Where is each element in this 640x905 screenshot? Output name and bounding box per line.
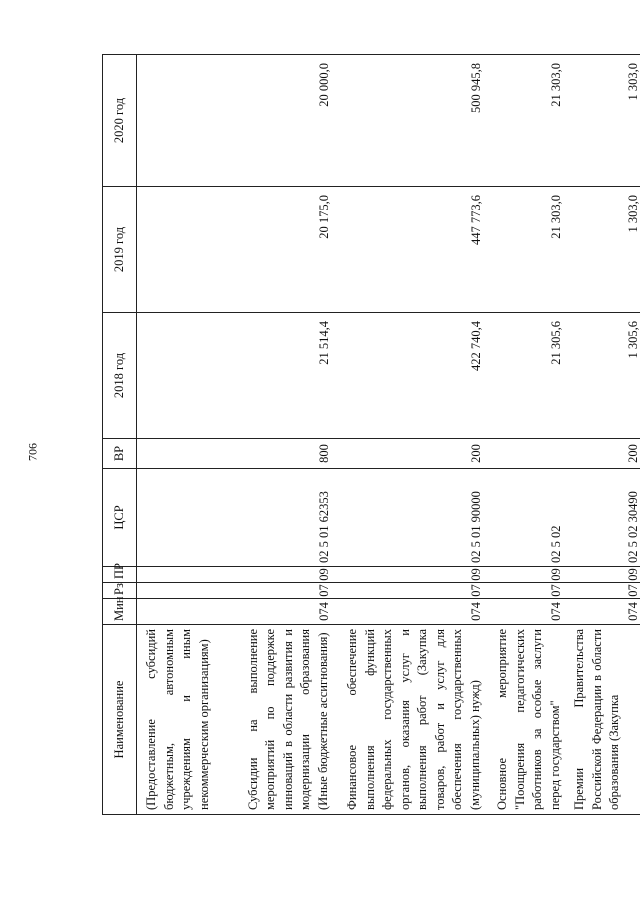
row-2019: 447 773,6 [336, 187, 488, 313]
header-name: Наименование [103, 625, 137, 815]
row-csr: 02 5 02 30490 [568, 469, 640, 567]
row-min: 074 [336, 599, 488, 625]
row-2020: 500 945,8 [336, 55, 488, 187]
budget-table-container [102, 55, 640, 815]
table-row [568, 55, 640, 815]
header-pr: ПР [103, 567, 137, 583]
page-number-text: 706 [25, 443, 40, 461]
row-csr [137, 469, 218, 567]
row-pr: 09 [488, 567, 568, 583]
row-name: (Предоставление субсидий бюджетным, автономным учреждениям и иным некоммерческим организациям) [137, 625, 218, 815]
row-2019: 21 303,0 [488, 187, 568, 313]
row-2019 [137, 187, 218, 313]
row-vr [488, 439, 568, 469]
table-header-row [103, 55, 137, 815]
row-vr: 800 [217, 439, 336, 469]
row-csr: 02 5 02 [488, 469, 568, 567]
table-row [137, 55, 218, 815]
row-pr: 09 [568, 567, 640, 583]
header-vr: ВР [103, 439, 137, 469]
row-name: Финансовое обеспечение выполнения функций федеральных государственных органов, оказания услуг и выполнения работ (Закупка товаров, работ и услуг для обеспечения государственных (муниципальных) нужд) [336, 625, 488, 815]
row-pr [137, 567, 218, 583]
header-2019: 2019 год [103, 187, 137, 313]
row-2020: 20 000,0 [217, 55, 336, 187]
row-2018 [137, 313, 218, 439]
row-csr: 02 5 01 90000 [336, 469, 488, 567]
row-vr: 200 [336, 439, 488, 469]
row-2020: 21 303,0 [488, 55, 568, 187]
table-row [336, 55, 488, 815]
row-pr: 09 [336, 567, 488, 583]
row-rz: 07 [488, 583, 568, 599]
row-2018: 21 305,6 [488, 313, 568, 439]
row-2020: 1 303,0 [568, 55, 640, 187]
header-2020: 2020 год [103, 55, 137, 187]
budget-table-rotated [102, 55, 640, 815]
row-pr: 09 [217, 567, 336, 583]
row-2018: 21 514,4 [217, 313, 336, 439]
row-rz: 07 [336, 583, 488, 599]
table-row [488, 55, 568, 815]
header-rz: Рз [103, 583, 137, 599]
row-rz [137, 583, 218, 599]
row-csr: 02 5 01 62353 [217, 469, 336, 567]
row-min: 074 [217, 599, 336, 625]
header-min: Мин [103, 599, 137, 625]
row-name: Субсидии на выполнение мероприятий по поддержке инноваций в области развития и модернизации образования (Иные бюджетные ассигнования) [217, 625, 336, 815]
row-rz: 07 [568, 583, 640, 599]
table-row [217, 55, 336, 815]
row-vr: 200 [568, 439, 640, 469]
row-min [137, 599, 218, 625]
row-2020 [137, 55, 218, 187]
budget-table [102, 54, 640, 815]
row-2019: 1 303,0 [568, 187, 640, 313]
row-min: 074 [488, 599, 568, 625]
row-rz: 07 [217, 583, 336, 599]
row-2019: 20 175,0 [217, 187, 336, 313]
row-2018: 422 740,4 [336, 313, 488, 439]
row-vr [137, 439, 218, 469]
header-csr: ЦСР [103, 469, 137, 567]
row-2018: 1 305,6 [568, 313, 640, 439]
header-2018: 2018 год [103, 313, 137, 439]
row-min: 074 [568, 599, 640, 625]
row-name: Основное мероприятие "Поощрения педагогических работников за особые заслуги перед государством" [488, 625, 568, 815]
row-name: Премии Правительства Российской Федерации в области образования (Закупка [568, 625, 640, 815]
